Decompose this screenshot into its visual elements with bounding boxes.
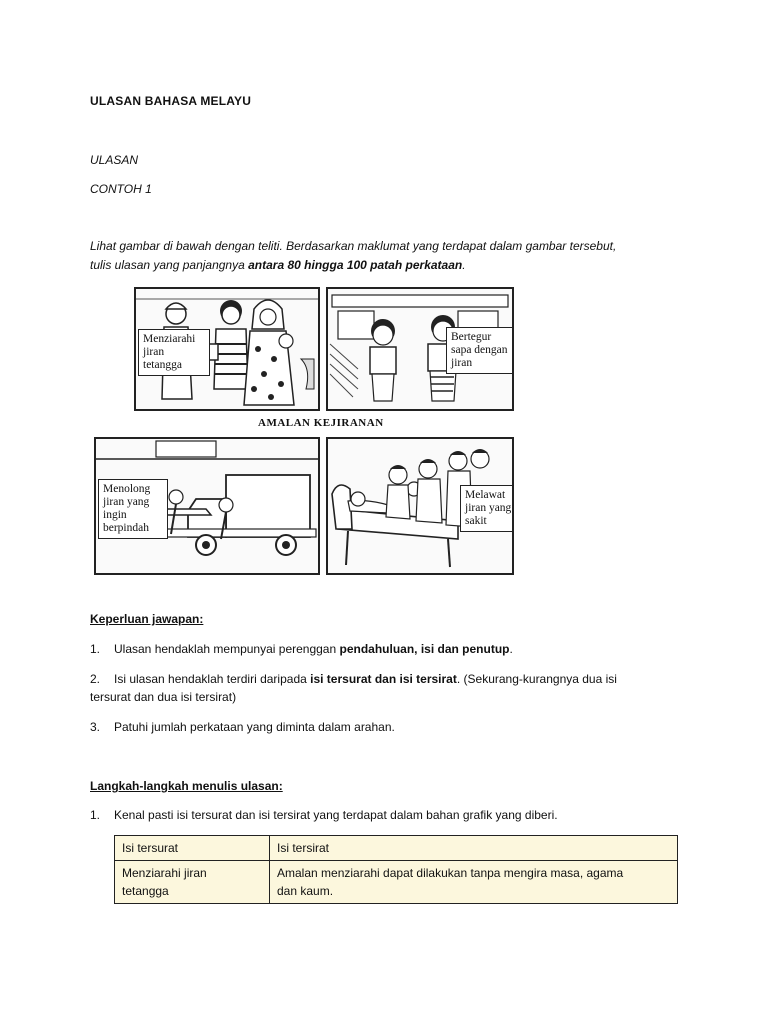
instruction-line-2 bbox=[90, 256, 710, 274]
panel-visiting-sick bbox=[326, 437, 514, 575]
instruction-word-count: antara 80 hingga 100 patah perkataan bbox=[248, 258, 463, 272]
caption-line: Menolong bbox=[103, 483, 151, 495]
subtitle-text: ULASAN bbox=[90, 153, 139, 167]
caption-line: jiran bbox=[143, 346, 165, 358]
caption-line: jiran yang bbox=[465, 502, 512, 514]
item-text-post: . bbox=[509, 642, 513, 656]
caption-line: jiran bbox=[451, 357, 473, 369]
table-cell bbox=[115, 861, 270, 904]
item-text-pre: Patuhi jumlah perkataan yang diminta dalam arahan. bbox=[114, 720, 395, 734]
item-number: 1. bbox=[90, 808, 101, 822]
cell-line: Amalan menziarahi dapat dilakukan tanpa mengira masa, agama bbox=[277, 866, 624, 880]
caption-line: tetangga bbox=[143, 359, 182, 371]
subtitle bbox=[90, 151, 138, 169]
caption-visiting-sick bbox=[460, 485, 514, 532]
table-cell bbox=[270, 861, 678, 904]
instruction-line-2-pre: tulis ulasan yang panjangnya bbox=[90, 258, 249, 272]
item-text-post: . (Sekurang-kurangnya dua isi bbox=[456, 672, 617, 686]
caption-line: ingin bbox=[103, 509, 127, 521]
requirements-heading: Keperluan jawapan: bbox=[90, 612, 204, 626]
panel-helping-move bbox=[94, 437, 320, 575]
steps-heading: Langkah-langkah menulis ulasan: bbox=[90, 779, 283, 793]
item-number: 2. bbox=[90, 672, 101, 686]
item-text: Kenal pasti isi tersurat dan isi tersirat yang terdapat dalam bahan grafik yang diberi. bbox=[114, 808, 558, 822]
caption-line: Melawat bbox=[465, 489, 506, 501]
caption-visiting bbox=[138, 329, 210, 376]
caption-helping-move bbox=[98, 479, 168, 539]
requirement-item-3 bbox=[90, 718, 690, 736]
example-text: CONTOH 1 bbox=[90, 182, 152, 196]
cell-line: tetangga bbox=[122, 884, 169, 898]
neighbourhood-illustration bbox=[88, 283, 520, 575]
item-text-bold: pendahuluan, isi dan penutup bbox=[339, 642, 510, 656]
requirement-item-2 bbox=[90, 670, 690, 688]
item-text-bold: isi tersurat dan isi tersirat bbox=[310, 672, 457, 686]
document-title: ULASAN BAHASA MELAYU bbox=[90, 94, 252, 108]
instruction-line-2-post: . bbox=[462, 258, 466, 272]
item-text-pre: Ulasan hendaklah mempunyai perenggan bbox=[114, 642, 340, 656]
illustration-title: AMALAN KEJIRANAN bbox=[258, 417, 384, 429]
caption-line: sakit bbox=[465, 515, 487, 527]
table-header-cell: Isi tersurat bbox=[115, 836, 270, 861]
caption-line: berpindah bbox=[103, 522, 149, 534]
caption-line: sapa dengan bbox=[451, 344, 508, 356]
item-text-pre: Isi ulasan hendaklah terdiri daripada bbox=[114, 672, 311, 686]
table-row bbox=[115, 861, 678, 904]
item-number: 1. bbox=[90, 642, 101, 656]
caption-line: Menziarahi bbox=[143, 333, 196, 345]
requirement-item-1 bbox=[90, 640, 690, 658]
table-header-row bbox=[115, 836, 678, 861]
step-item-1 bbox=[90, 806, 690, 824]
panel-visiting bbox=[134, 287, 320, 411]
caption-greeting bbox=[446, 327, 514, 374]
instruction-line-1: Lihat gambar di bawah dengan teliti. Berdasarkan maklumat yang terdapat dalam gambar tersebut, bbox=[90, 239, 617, 253]
requirement-item-2-continued: tersurat dan dua isi tersirat) bbox=[90, 690, 237, 704]
cell-line: Menziarahi jiran bbox=[122, 866, 207, 880]
table-header-cell: Isi tersirat bbox=[270, 836, 678, 861]
content-table bbox=[114, 835, 678, 904]
caption-line: jiran yang bbox=[103, 496, 150, 508]
cell-line: dan kaum. bbox=[277, 884, 334, 898]
panel-greeting bbox=[326, 287, 514, 411]
caption-line: Bertegur bbox=[451, 331, 492, 343]
item-number: 3. bbox=[90, 720, 101, 734]
example-label bbox=[90, 180, 152, 198]
